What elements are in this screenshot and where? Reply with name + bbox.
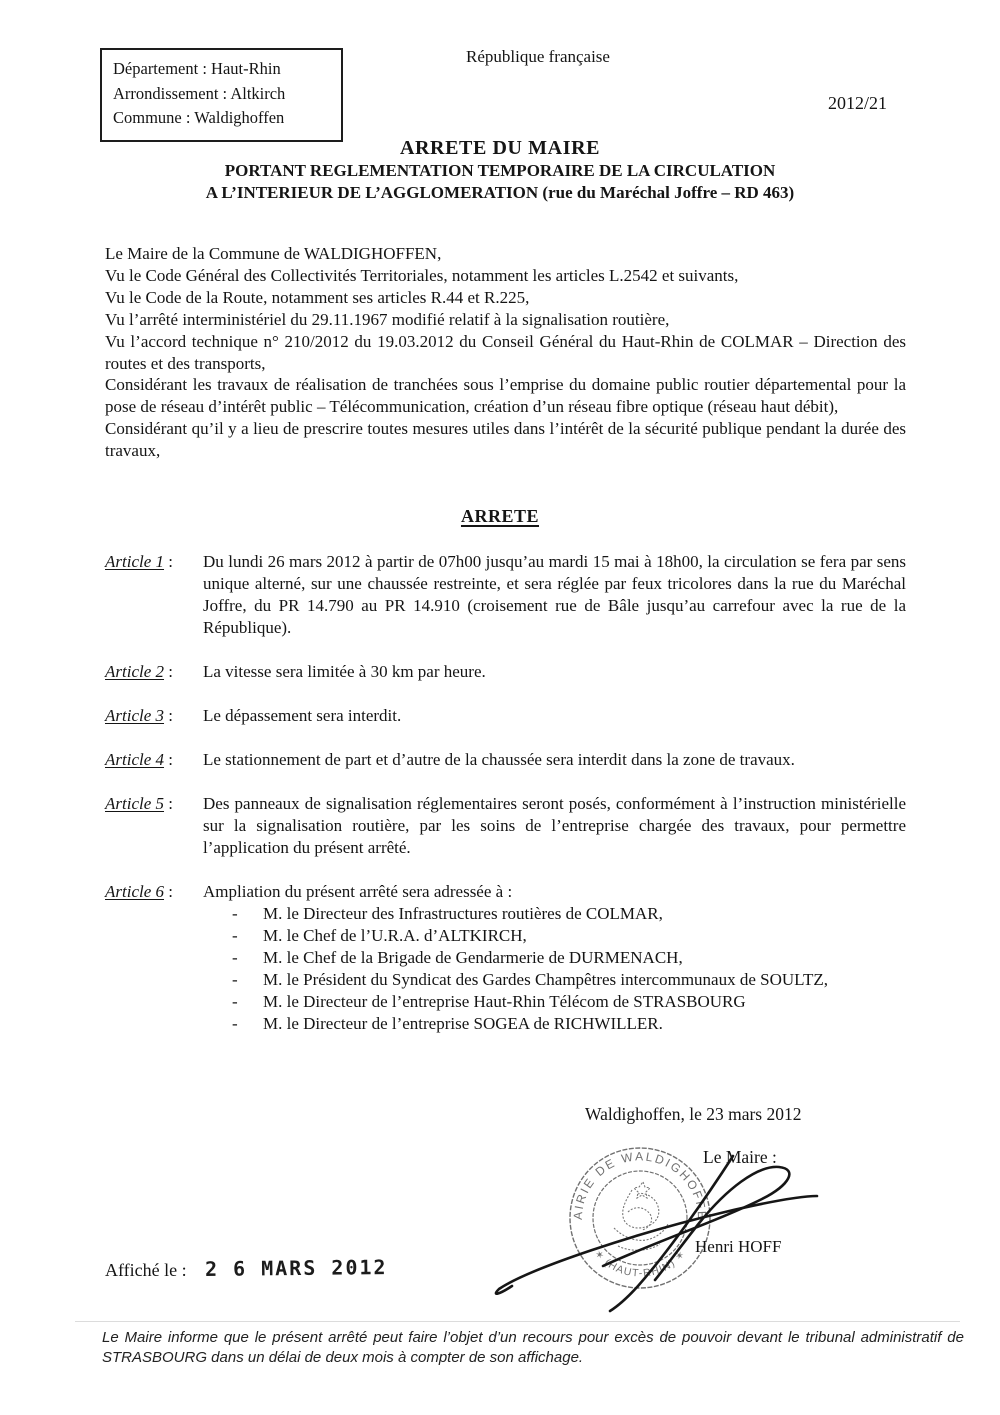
preamble-line: Considérant les travaux de réalisation de tranchées sous l’emprise du domaine public routier départemental pour la pose de réseau d’intérêt public – Télécommunication, création d’un réseau fibre optique (réseau haut débit), bbox=[105, 375, 906, 417]
article-4-text: Le stationnement de part et d’autre de la chaussée sera interdit dans la zone de travaux. bbox=[203, 750, 795, 769]
svg-text:✶ (HAUT-RHIN) ✶ bbox=[592, 1248, 689, 1280]
article-row-2 bbox=[105, 661, 906, 683]
dash-bullet: - bbox=[232, 970, 238, 989]
article-6-label: Article 6 : bbox=[105, 882, 173, 901]
signer-role: Le Maire : bbox=[703, 1147, 777, 1167]
article-row-6 bbox=[105, 881, 906, 1035]
svg-text:MAIRIE DE WALDIGHOFFEN bbox=[571, 1149, 709, 1221]
posted-label: Affiché le : bbox=[105, 1260, 187, 1280]
article-row-3 bbox=[105, 705, 906, 727]
commune-identification-box bbox=[100, 48, 343, 142]
list-item: - M. le Directeur de l’entreprise Haut-Rhin Télécom de STRASBOURG bbox=[203, 991, 906, 1013]
article-row-1 bbox=[105, 551, 906, 639]
dash-bullet: - bbox=[232, 926, 238, 945]
arrondissement-line: Arrondissement : Altkirch bbox=[113, 83, 286, 103]
arrete-heading: ARRETE bbox=[460, 506, 539, 526]
dash-bullet: - bbox=[232, 1014, 238, 1033]
republic-label: République française bbox=[466, 47, 610, 66]
dash-bullet: - bbox=[232, 992, 238, 1011]
article-2-label: Article 2 : bbox=[105, 662, 173, 681]
preamble-line: Vu l’accord technique n° 210/2012 du 19.03.2012 du Conseil Général du Haut-Rhin de COLMAR – Direction des routes et des transports, bbox=[105, 331, 906, 373]
article-3-text: Le dépassement sera interdit. bbox=[203, 706, 402, 725]
list-item: - M. le Directeur des Infrastructures routières de COLMAR, bbox=[203, 903, 906, 925]
signer-name: Henri HOFF bbox=[695, 1237, 782, 1256]
article-3-label: Article 3 : bbox=[105, 706, 173, 725]
preamble-line: Vu le Code de la Route, notamment ses articles R.44 et R.225, bbox=[105, 287, 530, 307]
title-block bbox=[0, 136, 1000, 204]
legal-footer-note: Le Maire informe que le présent arrêté peut faire l’objet d’un recours pour excès de pouvoir devant le tribunal administratif de STRASBOURG dans un délai de deux mois à compter de son affichage. bbox=[102, 1329, 964, 1366]
articles-section bbox=[105, 551, 906, 1057]
place-and-date: Waldighoffen, le 23 mars 2012 bbox=[585, 1104, 802, 1124]
stamp-emblem-icon bbox=[614, 1182, 668, 1250]
dash-bullet: - bbox=[232, 948, 238, 967]
article-5-label: Article 5 : bbox=[105, 794, 173, 813]
posted-date-stamp: 2 6 MARS 2012 bbox=[205, 1255, 388, 1281]
article-row-4 bbox=[105, 749, 906, 771]
article-6-text bbox=[203, 881, 906, 1035]
list-item: - M. le Président du Syndicat des Gardes Champêtres intercommunaux de SOULTZ, bbox=[203, 969, 906, 991]
list-item: - M. le Chef de la Brigade de Gendarmerie de DURMENACH, bbox=[203, 947, 906, 969]
preamble-line: Vu le Code Général des Collectivités Territoriales, notamment les articles L.2542 et suivants, bbox=[105, 265, 739, 285]
footer-divider bbox=[75, 1321, 960, 1322]
stamp-bottom-text: ✶ (HAUT-RHIN) ✶ bbox=[591, 1247, 689, 1280]
department-line: Département : Haut-Rhin bbox=[113, 59, 281, 78]
list-item: - M. le Directeur de l’entreprise SOGEA de RICHWILLER. bbox=[203, 1013, 906, 1035]
document-reference: 2012/21 bbox=[828, 93, 888, 113]
page-subtitle-1: PORTANT REGLEMENTATION TEMPORAIRE DE LA CIRCULATION bbox=[224, 161, 776, 180]
article-4-label: Article 4 : bbox=[105, 750, 173, 769]
article-row-5 bbox=[105, 793, 906, 859]
article-5-text: Des panneaux de signalisation réglementaires seront posés, conformément à l’instruction ministérielle sur la signalisation routière, par les soins de l’entreprise chargée des travaux, pour permettre l’application du présent arrêté. bbox=[203, 794, 906, 857]
page-title: ARRETE DU MAIRE bbox=[399, 137, 601, 159]
preamble-line: Le Maire de la Commune de WALDIGHOFFEN, bbox=[105, 244, 442, 263]
article-6-intro: Ampliation du présent arrêté sera adressée à : bbox=[203, 882, 513, 901]
preamble-line: Vu l’arrêté interministériel du 29.11.1967 modifié relatif à la signalisation routière, bbox=[105, 309, 670, 329]
article-2-text: La vitesse sera limitée à 30 km par heure. bbox=[203, 662, 486, 681]
posted-line bbox=[105, 1257, 388, 1281]
dash-bullet: - bbox=[232, 904, 238, 923]
preamble bbox=[105, 243, 906, 462]
preamble-line: Considérant qu’il y a lieu de prescrire toutes mesures utiles dans l’intérêt de la sécurité publique pendant la durée des travaux, bbox=[105, 419, 906, 461]
recipients-list bbox=[203, 903, 906, 1035]
mairie-round-stamp-icon bbox=[564, 1142, 716, 1294]
article-1-text: Du lundi 26 mars 2012 à partir de 07h00 jusqu’au mardi 15 mai à 18h00, la circulation se fera par sens unique alterné, sur une chaussée restreinte, et sera réglée par feux tricolores dans la rue du Maréchal Joffre, du PR 14.790 au PR 14.910 (croisement rue de Bâle jusqu’au carrefour avec la rue de la République). bbox=[203, 552, 906, 637]
list-item: - M. le Chef de l’U.R.A. d’ALTKIRCH, bbox=[203, 925, 906, 947]
article-1-label: Article 1 : bbox=[105, 552, 173, 571]
commune-line: Commune : Waldighoffen bbox=[113, 108, 285, 127]
page-subtitle-2: A L’INTERIEUR DE L’AGGLOMERATION (rue du Maréchal Joffre – RD 463) bbox=[205, 183, 795, 202]
stamp-top-text: MAIRIE DE WALDIGHOFFEN bbox=[570, 1149, 710, 1222]
